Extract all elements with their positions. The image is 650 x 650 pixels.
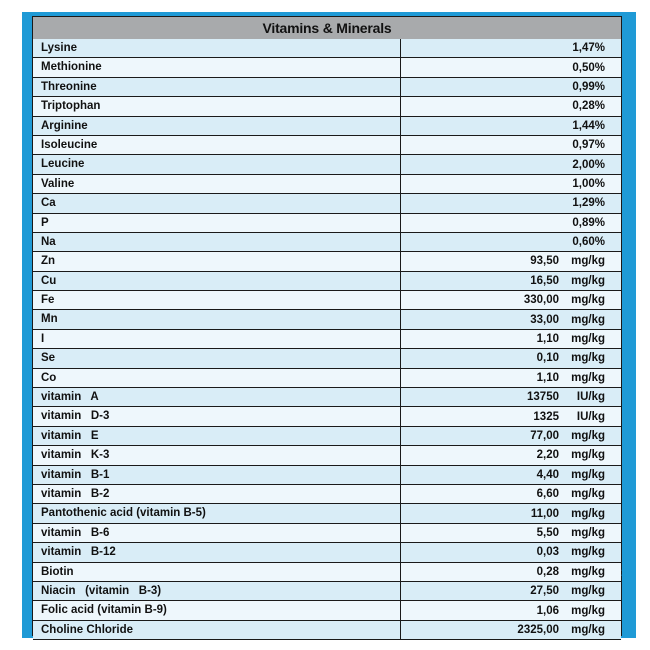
nutrient-value: 1,10 — [536, 371, 559, 384]
nutrient-value: 1325 — [533, 410, 559, 423]
nutrient-unit: mg/kg — [571, 333, 605, 346]
nutrient-name: Choline Chloride — [33, 621, 401, 639]
table-row — [33, 446, 621, 465]
nutrient-value-cell — [401, 58, 621, 76]
nutrient-name: vitamin A — [33, 388, 401, 406]
nutrient-value: 1,29% — [572, 197, 605, 210]
nutrient-name: Zn — [33, 252, 401, 270]
nutrient-name: vitamin B-6 — [33, 524, 401, 542]
nutrient-value-cell — [401, 194, 621, 212]
table-row — [33, 466, 621, 485]
table-row — [33, 155, 621, 174]
nutrient-name: vitamin B-1 — [33, 466, 401, 484]
table-row — [33, 504, 621, 523]
nutrient-value-cell — [401, 155, 621, 173]
nutrient-value: 2,20 — [536, 449, 559, 462]
nutrient-value: 6,60 — [536, 488, 559, 501]
nutrient-unit: mg/kg — [571, 371, 605, 384]
nutrient-unit: mg/kg — [571, 274, 605, 287]
table-row — [33, 524, 621, 543]
nutrient-name: Niacin (vitamin B-3) — [33, 582, 401, 600]
nutrient-name: Leucine — [33, 155, 401, 173]
table-row — [33, 39, 621, 58]
nutrient-name: Fe — [33, 291, 401, 309]
nutrient-value: 0,28% — [572, 100, 605, 113]
nutrient-value: 1,44% — [572, 119, 605, 132]
nutrient-value: 4,40 — [536, 468, 559, 481]
nutrient-unit: IU/kg — [576, 410, 605, 423]
nutrient-name: Biotin — [33, 563, 401, 581]
nutrient-name: vitamin K-3 — [33, 446, 401, 464]
nutrient-value: 0,03 — [536, 546, 559, 559]
table-row — [33, 97, 621, 116]
nutrient-value: 1,06 — [536, 604, 559, 617]
nutrient-unit: mg/kg — [571, 352, 605, 365]
nutrient-name: vitamin B-2 — [33, 485, 401, 503]
nutrient-unit: mg/kg — [571, 313, 605, 326]
nutrient-unit: mg/kg — [571, 488, 605, 501]
table-row — [33, 58, 621, 77]
nutrient-name: I — [33, 330, 401, 348]
nutrient-value: 1,00% — [572, 177, 605, 190]
nutrient-value-cell — [401, 136, 621, 154]
nutrient-name: vitamin D-3 — [33, 407, 401, 425]
table-row — [33, 272, 621, 291]
nutrient-value: 16,50 — [530, 274, 559, 287]
nutrient-value-cell — [401, 427, 621, 445]
nutrient-value-cell — [401, 563, 621, 581]
table-row — [33, 252, 621, 271]
nutrient-value: 1,10 — [536, 333, 559, 346]
nutrient-unit: mg/kg — [571, 604, 605, 617]
nutrient-unit: mg/kg — [571, 255, 605, 268]
nutrient-unit: mg/kg — [571, 546, 605, 559]
nutrient-name: Isoleucine — [33, 136, 401, 154]
nutrient-value-cell — [401, 330, 621, 348]
table-row — [33, 349, 621, 368]
nutrient-value-cell — [401, 97, 621, 115]
nutrient-value-cell — [401, 601, 621, 619]
nutrient-name: Valine — [33, 175, 401, 193]
nutrient-value-cell — [401, 78, 621, 96]
nutrient-value-cell — [401, 466, 621, 484]
table-row — [33, 601, 621, 620]
nutrient-name: Cu — [33, 272, 401, 290]
nutrient-value: 27,50 — [530, 585, 559, 598]
nutrient-unit: mg/kg — [571, 449, 605, 462]
nutrient-name: Folic acid (vitamin B-9) — [33, 601, 401, 619]
table-row — [33, 175, 621, 194]
nutrient-value: 33,00 — [530, 313, 559, 326]
nutrient-value-cell — [401, 582, 621, 600]
nutrient-value-cell — [401, 233, 621, 251]
table-row — [33, 388, 621, 407]
nutrient-value: 1,47% — [572, 42, 605, 55]
nutrient-value-cell — [401, 272, 621, 290]
nutrient-value: 0,50% — [572, 61, 605, 74]
nutrient-name: vitamin E — [33, 427, 401, 445]
nutrient-unit: mg/kg — [571, 623, 605, 636]
nutrient-value: 11,00 — [530, 507, 559, 520]
vitamins-minerals-table — [32, 16, 622, 636]
table-row — [33, 291, 621, 310]
nutrient-value-cell — [401, 252, 621, 270]
nutrient-value: 13750 — [527, 391, 559, 404]
nutrient-value-cell — [401, 349, 621, 367]
nutrient-value-cell — [401, 214, 621, 232]
table-row — [33, 621, 621, 640]
table-row — [33, 310, 621, 329]
nutrient-value: 93,50 — [530, 255, 559, 268]
nutrient-unit: mg/kg — [571, 585, 605, 598]
nutrient-value-cell — [401, 524, 621, 542]
nutrient-value: 0,60% — [572, 236, 605, 249]
nutrient-name: Triptophan — [33, 97, 401, 115]
nutrient-unit: mg/kg — [571, 565, 605, 578]
nutrient-value-cell — [401, 388, 621, 406]
nutrient-value: 0,97% — [572, 139, 605, 152]
nutrient-name: P — [33, 214, 401, 232]
nutrient-unit: mg/kg — [571, 430, 605, 442]
nutrient-unit: mg/kg — [571, 507, 605, 520]
nutrient-value: 330,00 — [523, 294, 559, 307]
nutrient-name: Se — [33, 349, 401, 367]
table-title: Vitamins & Minerals — [33, 17, 621, 40]
table-row — [33, 563, 621, 582]
nutrient-value-cell — [401, 446, 621, 464]
table-row — [33, 582, 621, 601]
table-row — [33, 369, 621, 388]
nutrient-name: Mn — [33, 310, 401, 328]
nutrient-value-cell — [401, 485, 621, 503]
nutrient-unit: mg/kg — [571, 294, 605, 307]
nutrient-value: 0,99% — [572, 80, 605, 93]
nutrient-value: 2325,00 — [517, 623, 559, 636]
nutrient-value: 5,50 — [536, 526, 559, 539]
table-row — [33, 485, 621, 504]
nutrient-name: Arginine — [33, 117, 401, 135]
nutrient-name: vitamin B-12 — [33, 543, 401, 561]
nutrient-unit: mg/kg — [571, 526, 605, 539]
nutrient-value-cell — [401, 310, 621, 328]
nutrient-unit: mg/kg — [571, 468, 605, 481]
table-row — [33, 136, 621, 155]
nutrient-value: 77,00 — [530, 430, 559, 442]
table-row — [33, 543, 621, 562]
table-row — [33, 117, 621, 136]
nutrient-value-cell — [401, 175, 621, 193]
nutrient-name: Lysine — [33, 39, 401, 57]
nutrient-value-cell — [401, 117, 621, 135]
nutrient-value-cell — [401, 504, 621, 522]
table-row — [33, 233, 621, 252]
nutrient-name: Pantothenic acid (vitamin B-5) — [33, 504, 401, 522]
nutrient-name: Ca — [33, 194, 401, 212]
table-row — [33, 330, 621, 349]
nutrient-name: Threonine — [33, 78, 401, 96]
nutrient-name: Methionine — [33, 58, 401, 76]
table-row — [33, 194, 621, 213]
nutrient-name: Co — [33, 369, 401, 387]
nutrient-value-cell — [401, 407, 621, 425]
nutrient-value-cell — [401, 543, 621, 561]
nutrient-value: 2,00% — [572, 158, 605, 171]
nutrient-unit: IU/kg — [576, 391, 605, 404]
table-row — [33, 78, 621, 97]
table-row — [33, 427, 621, 446]
table-row — [33, 214, 621, 233]
table-row — [33, 407, 621, 426]
nutrient-value: 0,89% — [572, 216, 605, 229]
nutrient-value-cell — [401, 369, 621, 387]
page-number: 35 — [621, 566, 635, 580]
nutrient-value: 0,28 — [536, 565, 559, 578]
nutrient-value-cell — [401, 291, 621, 309]
nutrient-value-cell — [401, 39, 621, 57]
table-body — [33, 39, 621, 635]
nutrient-value: 0,10 — [536, 352, 559, 365]
nutrient-value-cell — [401, 621, 621, 639]
nutrient-name: Na — [33, 233, 401, 251]
